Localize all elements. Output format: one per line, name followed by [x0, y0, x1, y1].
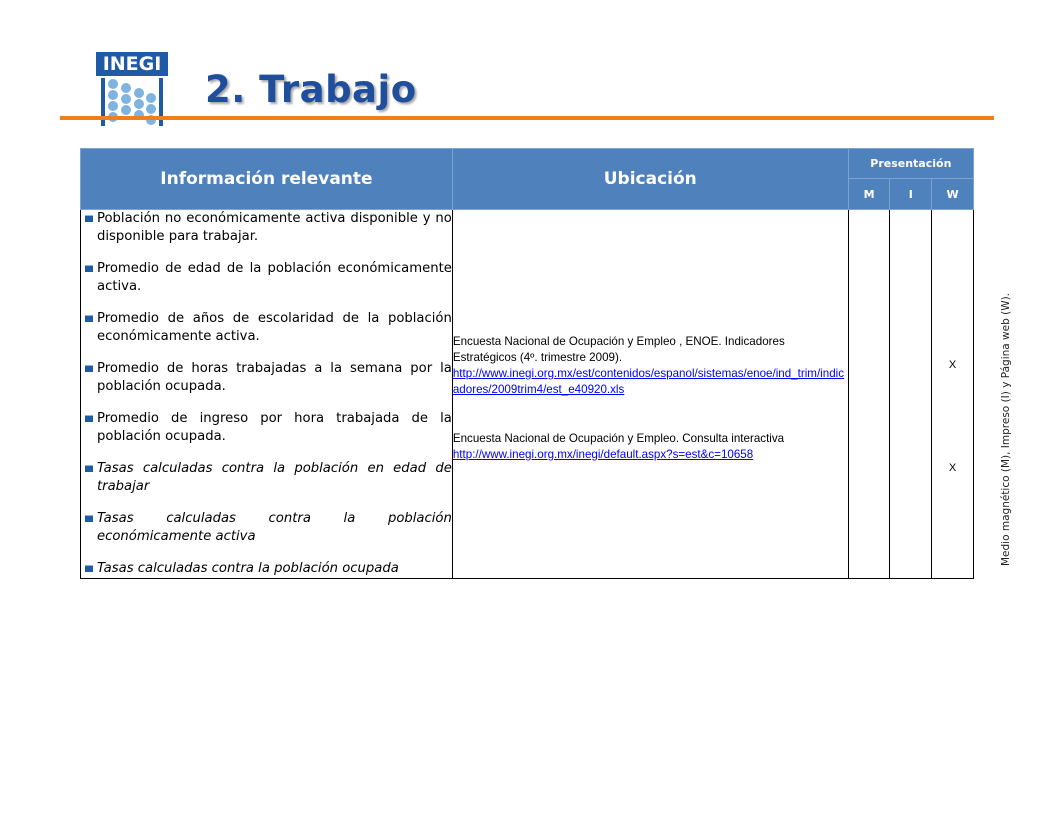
source-block — [453, 431, 848, 463]
info-table — [80, 148, 974, 579]
info-item: Promedio de edad de la población económicamente activa. — [81, 260, 452, 296]
source-text: Encuesta Nacional de Ocupación y Empleo. Consulta interactiva — [452, 432, 785, 445]
bullet-icon — [85, 565, 93, 572]
presentacion-m-cell — [848, 210, 890, 579]
info-item: Promedio de años de escolaridad de la población económicamente activa. — [81, 310, 452, 346]
header-presentacion: Presentación — [848, 149, 973, 179]
bullet-icon — [85, 415, 93, 422]
info-item: Tasas calculadas contra la población en edad de trabajar — [81, 460, 452, 496]
presentacion-w-cell — [932, 210, 974, 579]
bullet-icon — [85, 215, 93, 222]
info-item: Promedio de horas trabajadas a la semana por la población ocupada. — [81, 360, 452, 396]
bullet-icon — [85, 265, 93, 272]
presentation-mark: X — [948, 462, 957, 474]
header-info: Información relevante — [81, 149, 453, 210]
bullet-icon — [85, 465, 93, 472]
info-item: Tasas calculadas contra la población ocupada — [81, 560, 452, 578]
info-cell — [81, 210, 453, 579]
source-link[interactable]: http://www.inegi.org.mx/est/contenidos/espanol/sistemas/enoe/ind_trim/indicadores/2009trim4/est_e40920.xls — [452, 367, 845, 396]
bullet-icon — [85, 515, 93, 522]
header-m: M — [848, 179, 890, 210]
header-ubicacion: Ubicación — [452, 149, 848, 210]
bullet-icon — [85, 315, 93, 322]
logo-wordmark: INEGI — [96, 52, 168, 76]
ubicacion-cell — [452, 210, 848, 579]
page-title: 2. Trabajo — [205, 68, 417, 111]
presentation-mark: X — [948, 359, 957, 371]
side-note: Medio magnético (M), Impreso (I) y Página web (W). — [1000, 292, 1012, 566]
bullet-icon — [85, 365, 93, 372]
info-item: Población no económicamente activa disponible y no disponible para trabajar. — [81, 210, 452, 246]
inegi-logo — [96, 52, 168, 126]
source-link[interactable]: http://www.inegi.org.mx/inegi/default.aspx?s=est&c=10658 — [452, 448, 754, 461]
info-item: Promedio de ingreso por hora trabajada de la población ocupada. — [81, 410, 452, 446]
source-block — [453, 334, 848, 398]
header-w: W — [932, 179, 974, 210]
header-rule — [60, 116, 994, 120]
header-i: I — [890, 179, 932, 210]
source-text: Encuesta Nacional de Ocupación y Empleo , ENOE. Indicadores Estratégicos (4º. trimestre 2009). — [452, 335, 785, 364]
presentacion-i-cell — [890, 210, 932, 579]
info-item: Tasas calculadas contra la población económicamente activa — [81, 510, 452, 546]
